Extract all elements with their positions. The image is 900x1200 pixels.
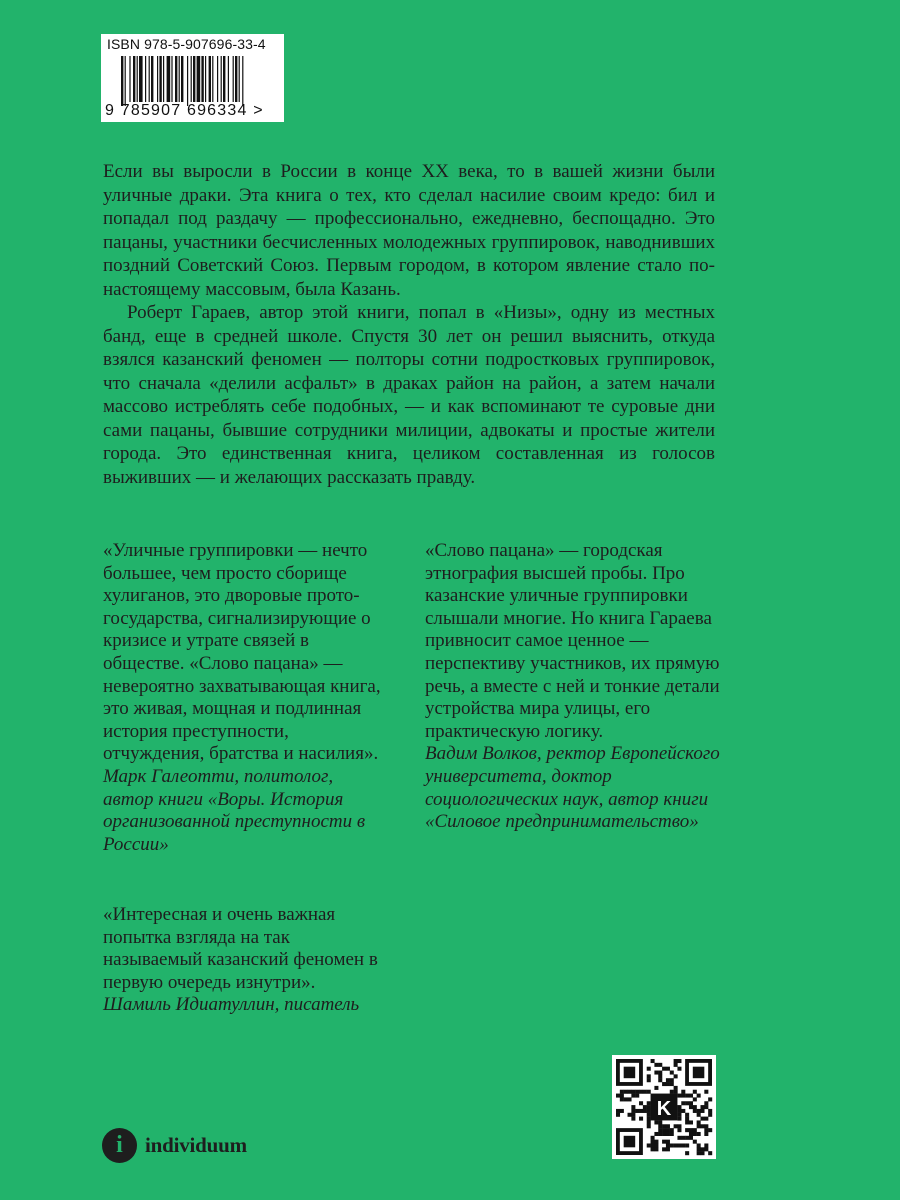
review-author: Вадим Волков, ректор Европейского университета, доктор социологических наук, автор книги «Силовое предпринимательство»: [425, 743, 720, 833]
review-idiatullin: [103, 904, 393, 1017]
review-author: Марк Галеотти, политолог, автор книги «Воры. История организованной преступности в России»: [103, 765, 366, 855]
qr-code-icon: [612, 1055, 716, 1159]
book-description: [103, 160, 715, 489]
description-paragraph: Роберт Гараев, автор этой книги, попал в «Низы», одну из местных банд, еще в средней школе. Спустя 30 лет он решил выяснить, откуда взялся казанский феномен — полторы сотни подростковых группировок, что сначала «делили асфальт» в драках район на район, а затем начали массово истреблять себе подобных, — и как вспоминают те суровые дни сами пацаны, бывшие сотрудники милиции, адвокаты и простые жители города. Это единственная книга, целиком составленная из голосов выживших — и желающих рассказать правду.: [103, 302, 715, 488]
barcode-digits: 9 785907 696334 >: [105, 102, 264, 119]
description-paragraph: Если вы выросли в России в конце XX века, то в вашей жизни были уличные драки. Эта книга о тех, кто сделал насилие своим кредо: бил и попадал под раздачу — профессионально, ежедневно, беспощадно. Это пацаны, участники бесчисленных молодежных группировок, наводнивших поздний Советский Союз. Первым городом, в котором явление стало по-настоящему массовым, была Казань.: [103, 161, 715, 300]
review-galeotti: [103, 540, 388, 856]
review-quote: «Интересная и очень важная попытка взгляда на так называемый казанский феномен в первую очередь изнутри».: [103, 904, 378, 993]
qr-code: [612, 1055, 716, 1159]
svg-text:K: K: [656, 1098, 672, 1121]
publisher-logo: [102, 1128, 247, 1163]
publisher-name: individuum: [145, 1133, 247, 1157]
isbn-barcode: [101, 34, 284, 122]
individuum-logo-icon: i: [102, 1128, 137, 1163]
review-author: Шамиль Идиатуллин, писатель: [103, 994, 360, 1016]
isbn-label: ISBN 978-5-907696-33-4: [107, 36, 266, 52]
review-quote: «Слово пацана» — городская этнография высшей пробы. Про казанские уличные группировки слышали многие. Но книга Гараева привносит самое ценное — перспективу участников, их прямую речь, а вместе с ней и тонкие детали устройства мира улицы, его практическую логику.: [425, 540, 720, 742]
review-quote: «Уличные группировки — нечто большее, чем просто сборище хулиганов, это дворовые прото-государства, сигнализирующие о кризисе и утрате связей в обществе. «Слово пацана» — невероятно захватывающая книга, это живая, мощная и подлинная история преступности, отчуждения, братства и насилия».: [103, 540, 381, 765]
review-volkov: [425, 540, 720, 834]
